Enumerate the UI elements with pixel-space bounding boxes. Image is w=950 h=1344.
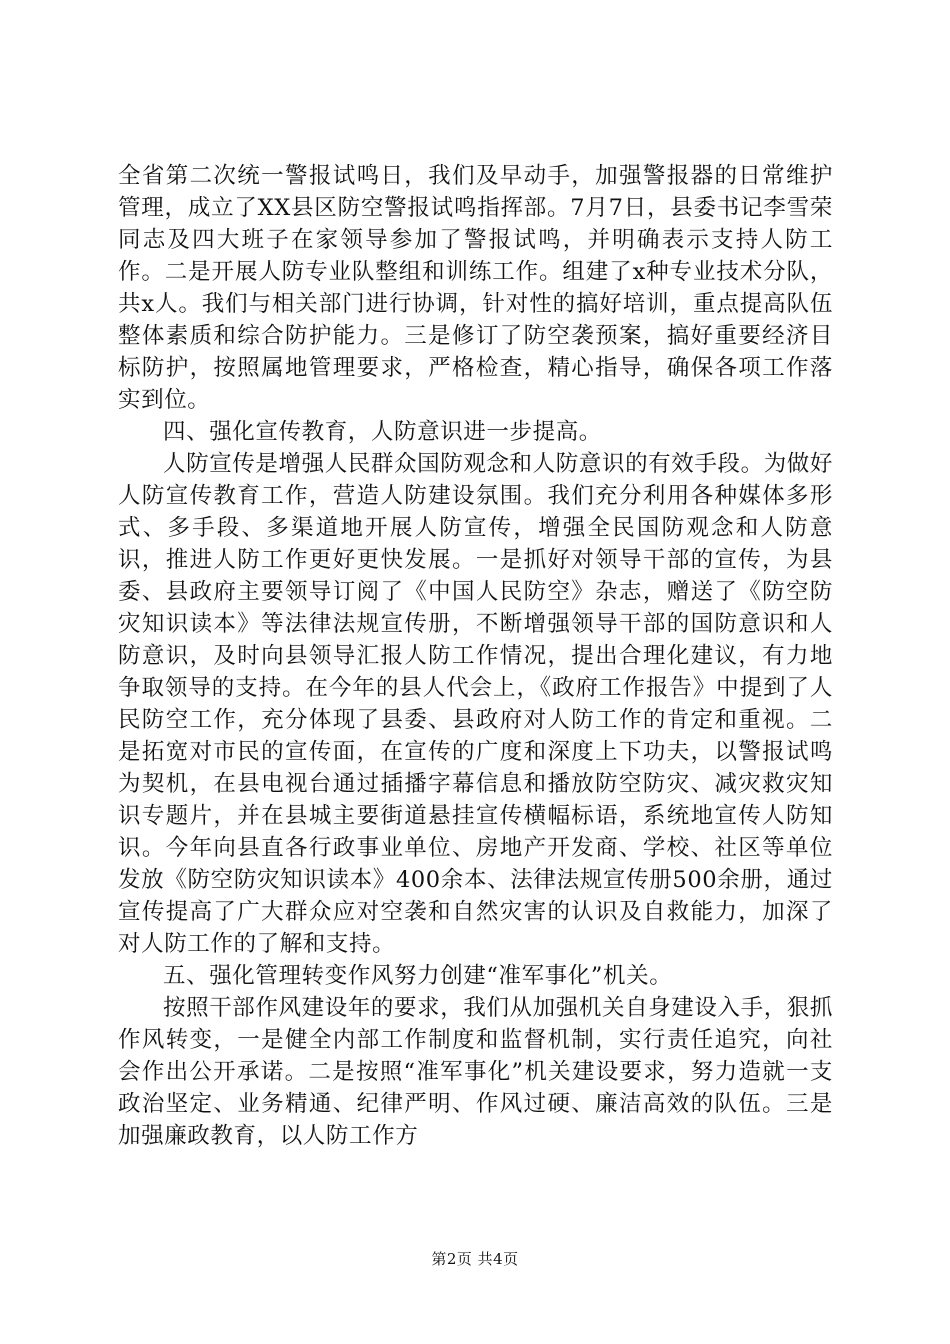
paragraph-5: 按照干部作风建设年的要求，我们从加强机关自身建设入手，狠抓作风转变，一是健全内部工作制度和监督机制，实行责任追究，向社会作出公开承诺。二是按照“准军事化”机关建设要求，努力造就一支政治坚定、业务精通、纪律严明、作风过硬、廉洁高效的队伍。三是加强廉政教育，以人防工作方: [118, 995, 833, 1149]
paragraph-1: 全省第二次统一警报试鸣日，我们及早动手，加强警报器的日常维护管理，成立了XX县区防空警报试鸣指挥部。7月7日，县委书记李雪荣同志及四大班子在家领导参加了警报试鸣，并明确表示支持人防工作。二是开展人防专业队整组和训练工作。组建了x种专业技术分队，共x人。我们与相关部门进行协调，针对性的搞好培训，重点提高队伍整体素质和综合防护能力。三是修订了防空袭预案，搞好重要经济目标防护，按照属地管理要求，严格检查，精心指导，确保各项工作落实到位。: [118, 163, 833, 413]
section-heading-4: 四、强化宣传教育，人防意识进一步提高。: [163, 419, 602, 445]
paragraph-3: 人防宣传是增强人民群众国防观念和人防意识的有效手段。为做好人防宣传教育工作，营造人防建设氛围。我们充分利用各种媒体多形式、多手段、多渠道地开展人防宣传，增强全民国防观念和人防意识，推进人防工作更好更快发展。一是抓好对领导干部的宣传，为县委、县政府主要领导订阅了《中国人民防空》杂志，赠送了《防空防灾知识读本》等法律法规宣传册，不断增强领导干部的国防意识和人防意识，及时向县领导汇报人防工作情况，提出合理化建议，有力地争取领导的支持。在今年的县人代会上，《政府工作报告》中提到了人民防空工作，充分体现了县委、县政府对人防工作的肯定和重视。二是拓宽对市民的宣传面，在宣传的广度和深度上下功夫，以警报试鸣为契机，在县电视台通过插播字幕信息和播放防空防灾、减灾救灾知识专题片，并在县城主要街道悬挂宣传横幅标语，系统地宣传人防知识。今年向县直各行政事业单位、房地产开发商、学校、社区等单位发放《防空防灾知识读本》400余本、法律法规宣传册500余册，通过宣传提高了广大群众应对空袭和自然灾害的认识及自救能力，加深了对人防工作的了解和支持。: [118, 451, 833, 957]
document-body: [118, 160, 833, 1152]
page-number: 第2页 共4页: [431, 1250, 519, 1268]
section-heading-5: 五、强化管理转变作风努力创建“准军事化”机关。: [163, 963, 673, 989]
